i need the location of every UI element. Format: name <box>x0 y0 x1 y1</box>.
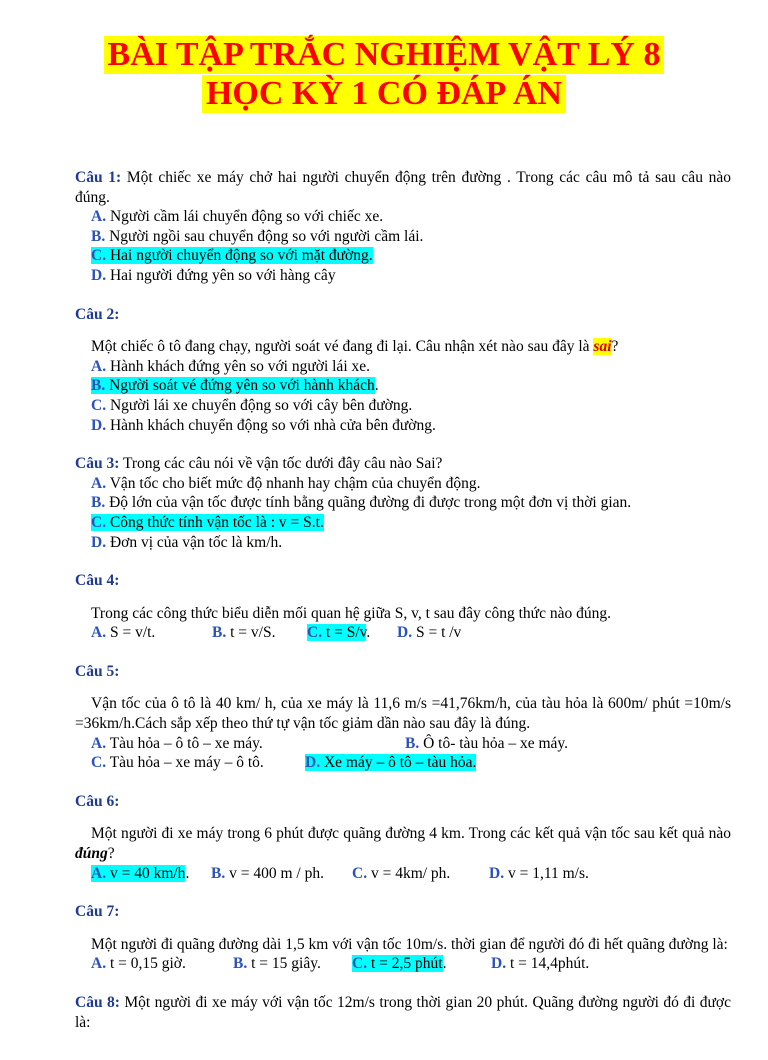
option-letter: D. <box>491 955 507 973</box>
option-letter: D. <box>305 754 321 772</box>
option-letter: C. <box>307 624 323 642</box>
option-letter: D. <box>397 624 413 642</box>
question-text: Một người đi xe máy với vận tốc 12m/s trong thời gian 20 phút. Quãng đường người đó đi được là: <box>75 994 731 1031</box>
option-text: Độ lớn của vận tốc được tính bằng quãng đường đi được trong một đơn vị thời gian. <box>109 494 632 512</box>
question-5-stem <box>75 694 731 733</box>
option-text: Hai người đứng yên so với hàng cây <box>109 266 336 284</box>
option-text-end: . <box>185 864 190 882</box>
option-text-end: . <box>366 624 371 642</box>
option-letter: B. <box>91 494 106 512</box>
question-6-stem <box>75 824 731 863</box>
question-2-stem <box>75 337 731 357</box>
option-a <box>75 357 731 377</box>
option-letter: A. <box>91 357 107 375</box>
option-c <box>75 396 731 416</box>
option-b <box>211 864 352 884</box>
option-text: v = 400 m / ph. <box>229 864 324 882</box>
question-8 <box>75 993 731 1032</box>
question-number: Câu 8: <box>75 994 120 1011</box>
option-d <box>397 623 461 643</box>
option-text: Tàu hỏa – ô tô – xe máy. <box>109 734 263 752</box>
option-letter: D. <box>91 416 107 434</box>
question-text: Vận tốc của ô tô là 40 km/ h, của xe máy là 11,6 m/s =41,76km/h, của tàu hỏa là 600m/ phút =10m/s =36km/h.Cách sắp xếp theo thứ tự vận tốc giảm dần nào sau đây là đúng. <box>75 695 731 733</box>
option-text: v = 4km/ ph. <box>370 864 451 882</box>
question-text: Một chiếc ô tô đang chạy, người soát vé đang đi lại. Câu nhận xét nào sau đây là <box>91 338 594 356</box>
question-list <box>75 168 731 1051</box>
option-letter: B. <box>233 955 248 973</box>
option-d <box>489 864 589 884</box>
option-b <box>75 227 731 247</box>
option-text: S = v/t. <box>109 624 156 642</box>
question-text: Một chiếc xe máy chở hai người chuyển động trên đường . Trong các câu mô tả sau câu nào đúng. <box>75 169 731 206</box>
option-text: Hai người chuyển động so với mặt đường. <box>109 247 373 265</box>
option-letter: C. <box>352 955 368 973</box>
option-text: Đơn vị của vận tốc là km/h. <box>109 533 283 551</box>
option-text: t = 2,5 phút <box>370 955 443 973</box>
option-text-end: . <box>374 377 379 395</box>
question-7-number <box>75 902 731 922</box>
title-line-2: HỌC KỲ 1 CÓ ĐÁP ÁN <box>202 75 566 113</box>
option-letter: A. <box>91 474 107 492</box>
question-3-stem <box>75 454 731 474</box>
option-text: t = v/S. <box>230 624 276 642</box>
option-letter: C. <box>91 396 107 414</box>
option-a-answer <box>91 864 211 884</box>
question-7 <box>75 902 731 974</box>
title-line-1: BÀI TẬP TRẮC NGHIỆM VẬT LÝ 8 <box>104 36 665 74</box>
option-a <box>91 954 233 974</box>
option-letter: A. <box>91 955 107 973</box>
question-7-stem <box>75 935 731 955</box>
question-6-number <box>75 792 731 812</box>
option-letter: D. <box>91 266 107 284</box>
question-text: Trong các công thức biểu diễn mối quan hệ giữa S, v, t sau đây công thức nào đúng. <box>91 604 611 622</box>
option-text: Người cầm lái chuyển động so với chiếc xe. <box>109 208 384 226</box>
option-c-answer <box>307 623 397 643</box>
question-text: Một người đi xe máy trong 6 phút được quãng đường 4 km. Trong các kết quả vận tốc sau kết quả nào <box>91 825 731 843</box>
option-letter: B. <box>212 624 227 642</box>
option-text: Vận tốc cho biết mức độ nhanh hay chậm của chuyển động. <box>109 474 481 492</box>
option-text: t = S/v <box>322 624 367 642</box>
option-text: Hành khách chuyển động so với nhà cửa bên đường. <box>109 416 436 434</box>
options-row <box>75 954 731 974</box>
option-c <box>352 864 489 884</box>
option-d-answer <box>305 753 476 773</box>
option-letter: B. <box>91 377 106 395</box>
option-letter: C. <box>352 864 368 882</box>
question-3 <box>75 454 731 552</box>
question-number: Câu 6: <box>75 792 120 810</box>
option-text: t = 15 giây. <box>251 955 321 973</box>
options-row <box>75 623 731 643</box>
option-text: Công thức tính vận tốc là : v = S.t. <box>109 513 324 531</box>
option-text: Tàu hỏa – xe máy – ô tô. <box>109 754 264 772</box>
option-b <box>405 734 568 754</box>
question-5 <box>75 662 731 773</box>
option-text: Hành khách đứng yên so với người lái xe. <box>109 357 371 375</box>
emphasis-word: sai <box>593 338 612 356</box>
option-a <box>75 474 731 494</box>
question-number: Câu 4: <box>75 572 120 590</box>
question-8-stem <box>75 993 731 1032</box>
option-letter: A. <box>91 208 107 226</box>
option-letter: B. <box>405 734 420 752</box>
option-a <box>91 623 212 643</box>
option-b <box>233 954 352 974</box>
document-title <box>0 36 768 113</box>
question-number: Câu 2: <box>75 305 120 323</box>
options-row <box>75 864 731 884</box>
option-letter: C. <box>91 247 107 265</box>
option-text: t = 0,15 giờ. <box>109 955 186 973</box>
option-text: Người soát vé đứng yên so với hành khách <box>109 377 375 395</box>
option-c-answer <box>75 246 731 266</box>
option-letter: D. <box>91 533 107 551</box>
option-a <box>75 207 731 227</box>
option-c-answer <box>75 513 731 533</box>
option-letter: B. <box>211 864 226 882</box>
question-5-number <box>75 662 731 682</box>
question-1-stem <box>75 168 731 207</box>
option-text: Xe máy – ô tô – tàu hỏa. <box>323 754 477 772</box>
option-text: Ô tô- tàu hỏa – xe máy. <box>423 734 569 752</box>
option-b-answer <box>75 376 731 396</box>
option-letter: C. <box>91 754 107 772</box>
option-text: S = t /v <box>415 624 462 642</box>
option-d <box>75 533 731 553</box>
question-number: Câu 7: <box>75 903 120 921</box>
option-text-end: . <box>442 955 447 973</box>
options-row-2 <box>75 753 731 773</box>
emphasis-word: đúng <box>75 845 108 863</box>
question-4 <box>75 571 731 643</box>
option-letter: C. <box>91 513 107 531</box>
option-b <box>212 623 307 643</box>
option-b <box>75 493 731 513</box>
question-number: Câu 5: <box>75 662 120 680</box>
question-6 <box>75 792 731 883</box>
option-d <box>75 266 731 286</box>
option-text: v = 40 km/h <box>109 864 186 882</box>
option-text: t = 14,4phút. <box>509 955 590 973</box>
option-letter: A. <box>91 734 107 752</box>
question-4-number <box>75 571 731 591</box>
question-2 <box>75 305 731 436</box>
document-page <box>0 36 768 1060</box>
option-c-answer <box>352 954 491 974</box>
option-d <box>491 954 589 974</box>
option-letter: A. <box>91 624 107 642</box>
question-text-end: ? <box>611 338 619 356</box>
option-text: Người ngồi sau chuyển động so với người cầm lái. <box>109 227 424 245</box>
question-2-number <box>75 305 731 325</box>
question-number: Câu 3: <box>75 455 120 473</box>
option-a <box>91 734 405 754</box>
option-letter: B. <box>91 227 106 245</box>
question-number: Câu 1: <box>75 169 122 186</box>
options-row-1 <box>75 734 731 754</box>
question-4-stem <box>75 604 731 624</box>
option-d <box>75 416 731 436</box>
option-letter: D. <box>489 864 505 882</box>
question-text: Một người đi quãng đường dài 1,5 km với vận tốc 10m/s. thời gian để người đó đi hết quãng đường là: <box>91 935 728 953</box>
question-text-end: ? <box>107 845 115 863</box>
option-letter: A. <box>91 864 107 882</box>
question-1 <box>75 168 731 286</box>
option-c <box>91 753 305 773</box>
option-text: Người lái xe chuyển động so với cây bên đường. <box>109 396 413 414</box>
question-text: Trong các câu nói về vận tốc dưới đây câu nào Sai? <box>119 455 443 473</box>
option-text: v = 1,11 m/s. <box>507 864 589 882</box>
